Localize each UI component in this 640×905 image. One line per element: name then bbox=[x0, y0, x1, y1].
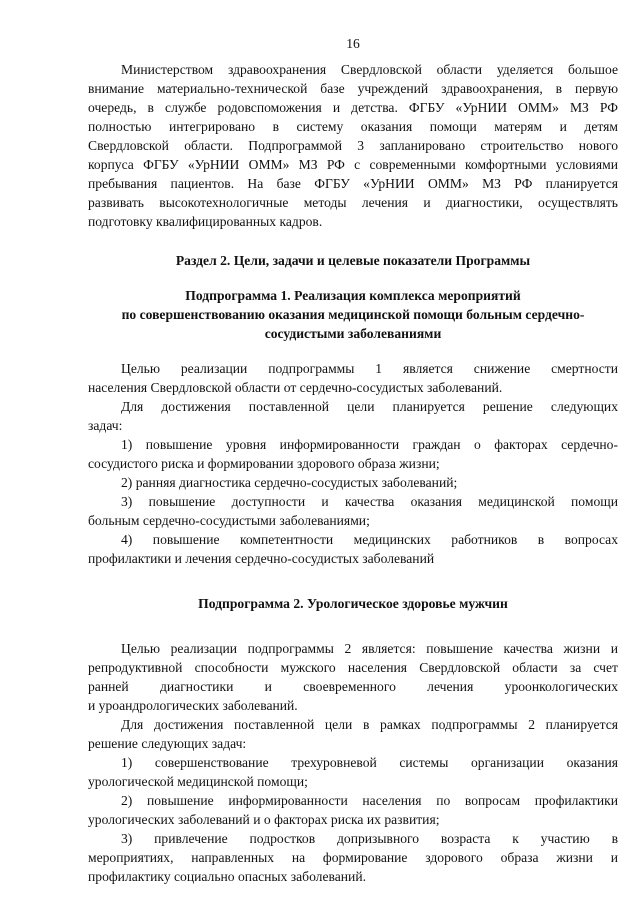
text-line: 1) повышение уровня информированности граждан о факторах сердечно- bbox=[121, 437, 618, 452]
text-line: населения Свердловской области от сердечно-сосудистых заболеваний. bbox=[88, 380, 503, 395]
subprogram-2-tasks-intro bbox=[88, 715, 618, 753]
text-line: 2) повышение информированности населения по вопросам профилактики bbox=[121, 793, 618, 808]
text-line: профилактики и лечения сердечно-сосудистых заболеваний bbox=[88, 551, 435, 566]
text-line: больным сердечно-сосудистыми заболеваниями; bbox=[88, 513, 370, 528]
subprogram-1-task-3 bbox=[88, 492, 618, 530]
subprogram-1-tasks-intro bbox=[88, 397, 618, 435]
text-line: Целью реализации подпрограммы 1 является снижение смертности bbox=[121, 361, 618, 376]
section-heading: Раздел 2. Цели, задачи и целевые показатели Программы bbox=[175, 253, 531, 268]
text-line: сосудистого риска и формировании здорового образа жизни; bbox=[88, 456, 440, 471]
subprogram-1-task-2 bbox=[88, 473, 618, 492]
text-line: очередь, в службе родовспоможения и детства. ФГБУ «УрНИИ ОММ» МЗ РФ bbox=[88, 100, 618, 115]
subprogram-1-heading bbox=[88, 286, 618, 343]
text-line: профилактику социально опасных заболеваний. bbox=[88, 869, 366, 884]
subprogram-2-goal bbox=[88, 639, 618, 715]
text-line: 3) повышение доступности и качества оказания медицинской помощи bbox=[121, 494, 618, 509]
text-line: Для достижения поставленной цели планируется решение следующих bbox=[121, 399, 618, 414]
text-line: решение следующих задач: bbox=[88, 736, 247, 751]
heading-line: по совершенствованию оказания медицинской помощи больным сердечно- bbox=[121, 307, 585, 322]
text-line: полностью интегрировано в систему оказания помощи матерям и детям bbox=[88, 119, 618, 134]
text-line: урологических заболеваний и о факторах риска их развития; bbox=[88, 812, 440, 827]
text-line: пребывания пациентов. На базе ФГБУ «УрНИИ ОММ» МЗ РФ планируется bbox=[88, 176, 618, 191]
subprogram-2-task-2 bbox=[88, 791, 618, 829]
text-line: подготовку квалифицированных кадров. bbox=[88, 214, 323, 229]
intro-paragraph bbox=[88, 60, 618, 231]
subprogram-1-goal bbox=[88, 359, 618, 397]
document-page bbox=[88, 34, 618, 886]
heading-line: Подпрограмма 1. Реализация комплекса мероприятий bbox=[185, 288, 521, 303]
text-line: внимание материально-технической базе учреждений здравоохранения, в первую bbox=[88, 81, 618, 96]
subprogram-2-task-1 bbox=[88, 753, 618, 791]
text-line: Свердловской области. Подпрограммой 3 запланировано строительство нового bbox=[88, 138, 618, 153]
text-line: 2) ранняя диагностика сердечно-сосудистых заболеваний; bbox=[121, 475, 458, 490]
text-line: 4) повышение компетентности медицинских работников в вопросах bbox=[121, 532, 618, 547]
text-line: 3) привлечение подростков допризывного возраста к участию в bbox=[121, 831, 618, 846]
subprogram-1-task-1 bbox=[88, 435, 618, 473]
text-line: мероприятиях, направленных на формирование здорового образа жизни и bbox=[88, 850, 618, 865]
text-line: репродуктивной способности мужского населения Свердловской области за счет bbox=[88, 660, 618, 675]
text-line: Министерством здравоохранения Свердловской области уделяется большое bbox=[121, 62, 618, 77]
text-line: корпуса ФГБУ «УрНИИ ОММ» МЗ РФ с современными комфортными условиями bbox=[88, 157, 618, 172]
text-line: Для достижения поставленной цели в рамках подпрограммы 2 планируется bbox=[121, 717, 618, 732]
subprogram-2-heading: Подпрограмма 2. Урологическое здоровье мужчин bbox=[198, 596, 508, 611]
heading-line: сосудистыми заболеваниями bbox=[264, 326, 442, 341]
text-line: и уроандрологических заболеваний. bbox=[88, 698, 298, 713]
text-line: урологической медицинской помощи; bbox=[88, 774, 308, 789]
text-line: 1) совершенствование трехуровневой системы организации оказания bbox=[121, 755, 618, 770]
subprogram-1-task-4 bbox=[88, 530, 618, 568]
subprogram-2-task-3 bbox=[88, 829, 618, 886]
page-number: 16 bbox=[346, 36, 360, 51]
text-line: ранней диагностики и своевременного лечения уроонкологических bbox=[88, 679, 618, 694]
text-line: задач: bbox=[88, 418, 123, 433]
text-line: развивать высокотехнологичные методы лечения и диагностики, осуществлять bbox=[88, 195, 618, 210]
text-line: Целью реализации подпрограммы 2 является: повышение качества жизни и bbox=[121, 641, 618, 656]
